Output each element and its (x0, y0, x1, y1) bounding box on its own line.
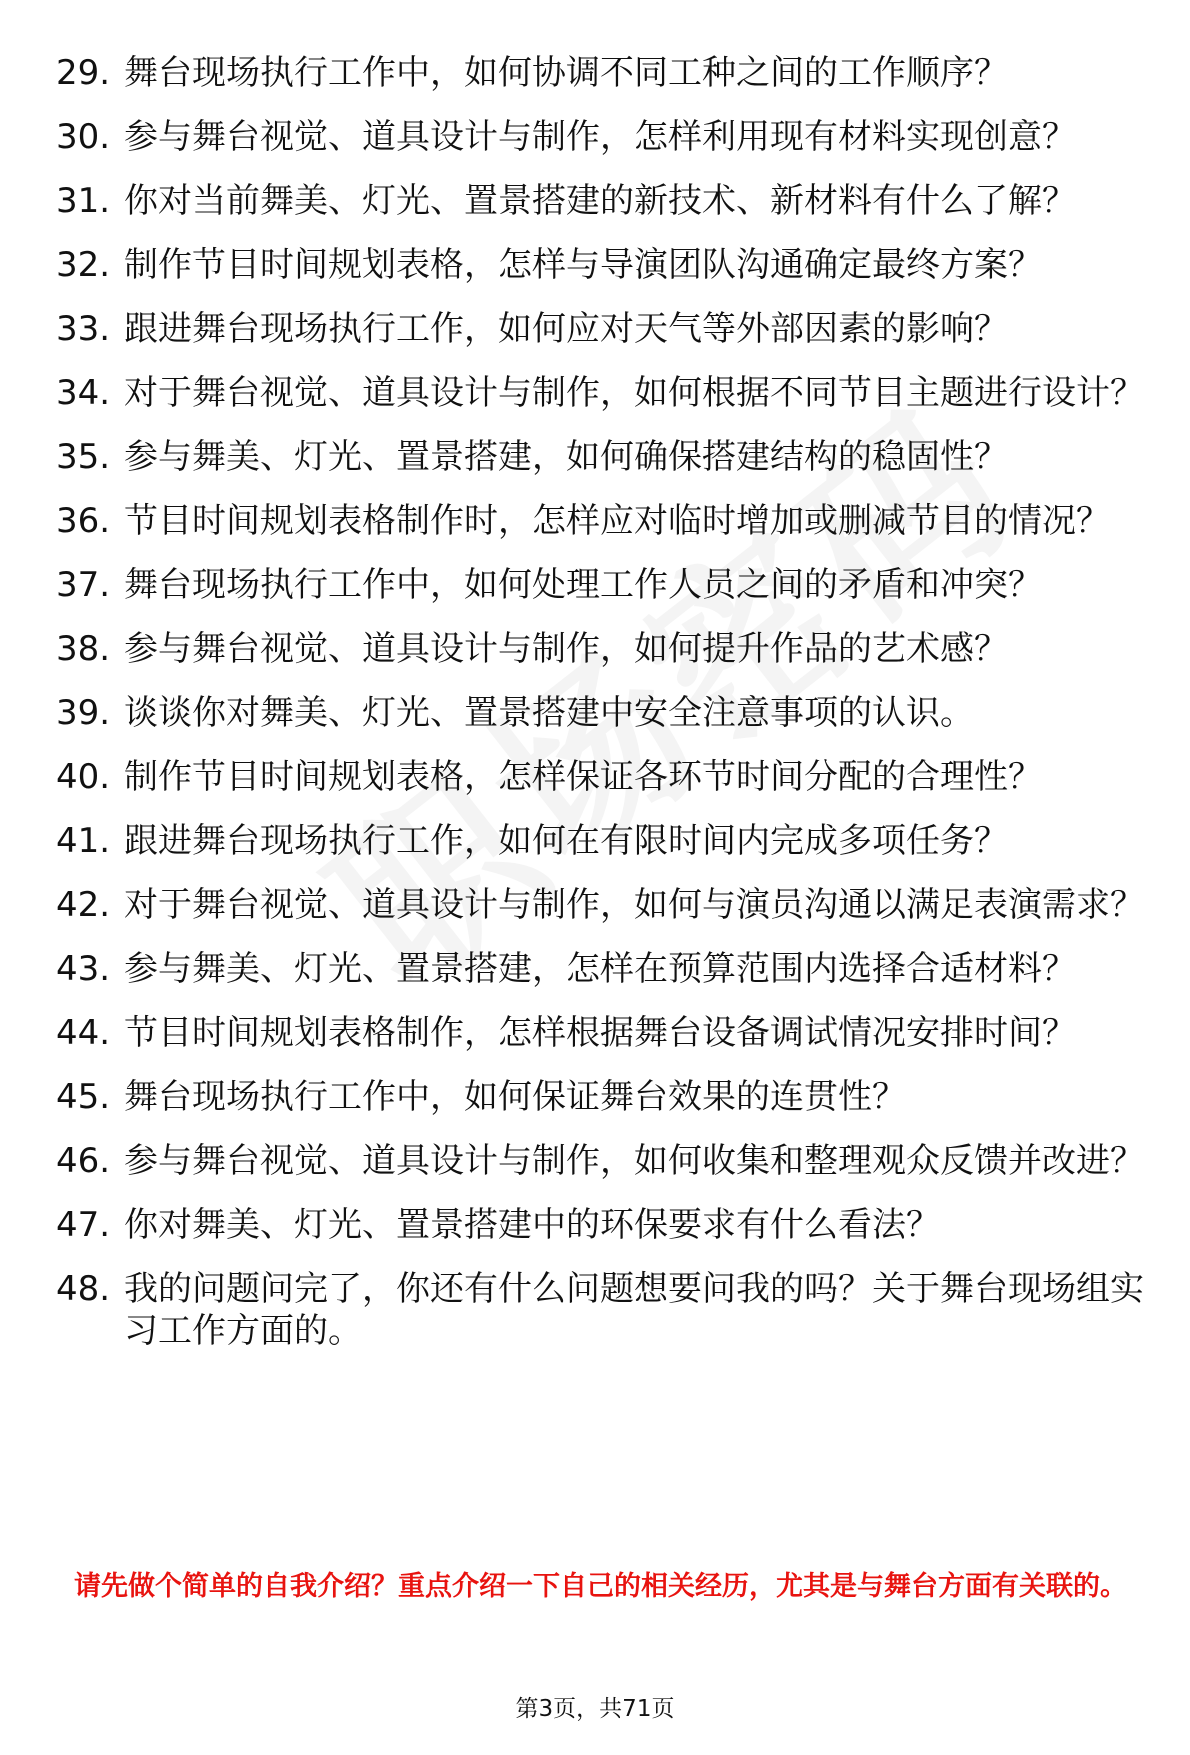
question-text: 参与舞台视觉、道具设计与制作，如何收集和整理观众反馈并改进？ (124, 1141, 1144, 1181)
question-number: 40. (56, 757, 111, 797)
question-item (56, 1076, 1156, 1118)
question-number: 39. (56, 693, 111, 733)
question-number: 29. (56, 53, 111, 93)
question-number: 48. (56, 1269, 111, 1309)
question-item (56, 564, 1156, 606)
question-text: 参与舞台视觉、道具设计与制作，怎样利用现有材料实现创意？ (124, 117, 1076, 157)
question-item (56, 436, 1156, 478)
question-text: 对于舞台视觉、道具设计与制作，如何与演员沟通以满足表演需求？ (124, 885, 1144, 925)
question-text: 节目时间规划表格制作，怎样根据舞台设备调试情况安排时间？ (124, 1013, 1076, 1053)
question-number: 42. (56, 885, 111, 925)
question-number: 32. (56, 245, 111, 285)
question-text: 舞台现场执行工作中，如何处理工作人员之间的矛盾和冲突？ (124, 565, 1042, 605)
question-number: 45. (56, 1077, 111, 1117)
question-item (56, 52, 1156, 94)
question-number: 43. (56, 949, 111, 989)
question-text: 舞台现场执行工作中，如何保证舞台效果的连贯性？ (124, 1077, 906, 1117)
question-text: 跟进舞台现场执行工作，如何在有限时间内完成多项任务？ (124, 821, 1008, 861)
question-list (56, 52, 1156, 1374)
question-text: 你对舞美、灯光、置景搭建中的环保要求有什么看法？ (124, 1205, 940, 1245)
question-text: 制作节目时间规划表格，怎样与导演团队沟通确定最终方案？ (124, 245, 1042, 285)
question-item (56, 628, 1156, 670)
question-item (56, 1268, 1156, 1352)
question-item (56, 1012, 1156, 1054)
question-text: 跟进舞台现场执行工作，如何应对天气等外部因素的影响？ (124, 309, 1008, 349)
question-item (56, 1204, 1156, 1246)
question-item (56, 884, 1156, 926)
question-item (56, 756, 1156, 798)
question-item (56, 1140, 1156, 1182)
question-number: 41. (56, 821, 111, 861)
question-text: 参与舞美、灯光、置景搭建，怎样在预算范围内选择合适材料？ (124, 949, 1076, 989)
question-number: 33. (56, 309, 111, 349)
question-item (56, 244, 1156, 286)
question-item (56, 180, 1156, 222)
question-number: 44. (56, 1013, 111, 1053)
question-number: 30. (56, 117, 111, 157)
question-item (56, 116, 1156, 158)
highlighted-note: 请先做个简单的自我介绍？重点介绍一下自己的相关经历，尤其是与舞台方面有关联的。 (74, 1571, 1127, 1602)
question-text: 对于舞台视觉、道具设计与制作，如何根据不同节目主题进行设计？ (124, 373, 1144, 413)
question-text: 你对当前舞美、灯光、置景搭建的新技术、新材料有什么了解？ (124, 181, 1076, 221)
question-number: 34. (56, 373, 111, 413)
question-text: 参与舞台视觉、道具设计与制作，如何提升作品的艺术感？ (124, 629, 1008, 669)
question-number: 37. (56, 565, 111, 605)
question-item (56, 692, 1156, 734)
question-number: 35. (56, 437, 111, 477)
question-item (56, 500, 1156, 542)
question-text: 我的问题问完了，你还有什么问题想要问我的吗？关于舞台现场组实习工作方面的。 (124, 1269, 1144, 1351)
question-number: 31. (56, 181, 111, 221)
question-text: 舞台现场执行工作中，如何协调不同工种之间的工作顺序？ (124, 53, 1008, 93)
question-item (56, 308, 1156, 350)
question-item (56, 820, 1156, 862)
question-item (56, 372, 1156, 414)
question-text: 参与舞美、灯光、置景搭建，如何确保搭建结构的稳固性？ (124, 437, 1008, 477)
question-number: 38. (56, 629, 111, 669)
question-text: 节目时间规划表格制作时，怎样应对临时增加或删减节目的情况？ (124, 501, 1110, 541)
question-number: 36. (56, 501, 111, 541)
question-text: 谈谈你对舞美、灯光、置景搭建中安全注意事项的认识。 (124, 693, 974, 733)
question-text: 制作节目时间规划表格，怎样保证各环节时间分配的合理性？ (124, 757, 1042, 797)
page-footer: 第3页，共71页 (515, 1696, 675, 1722)
question-number: 47. (56, 1205, 111, 1245)
question-number: 46. (56, 1141, 111, 1181)
question-item (56, 948, 1156, 990)
